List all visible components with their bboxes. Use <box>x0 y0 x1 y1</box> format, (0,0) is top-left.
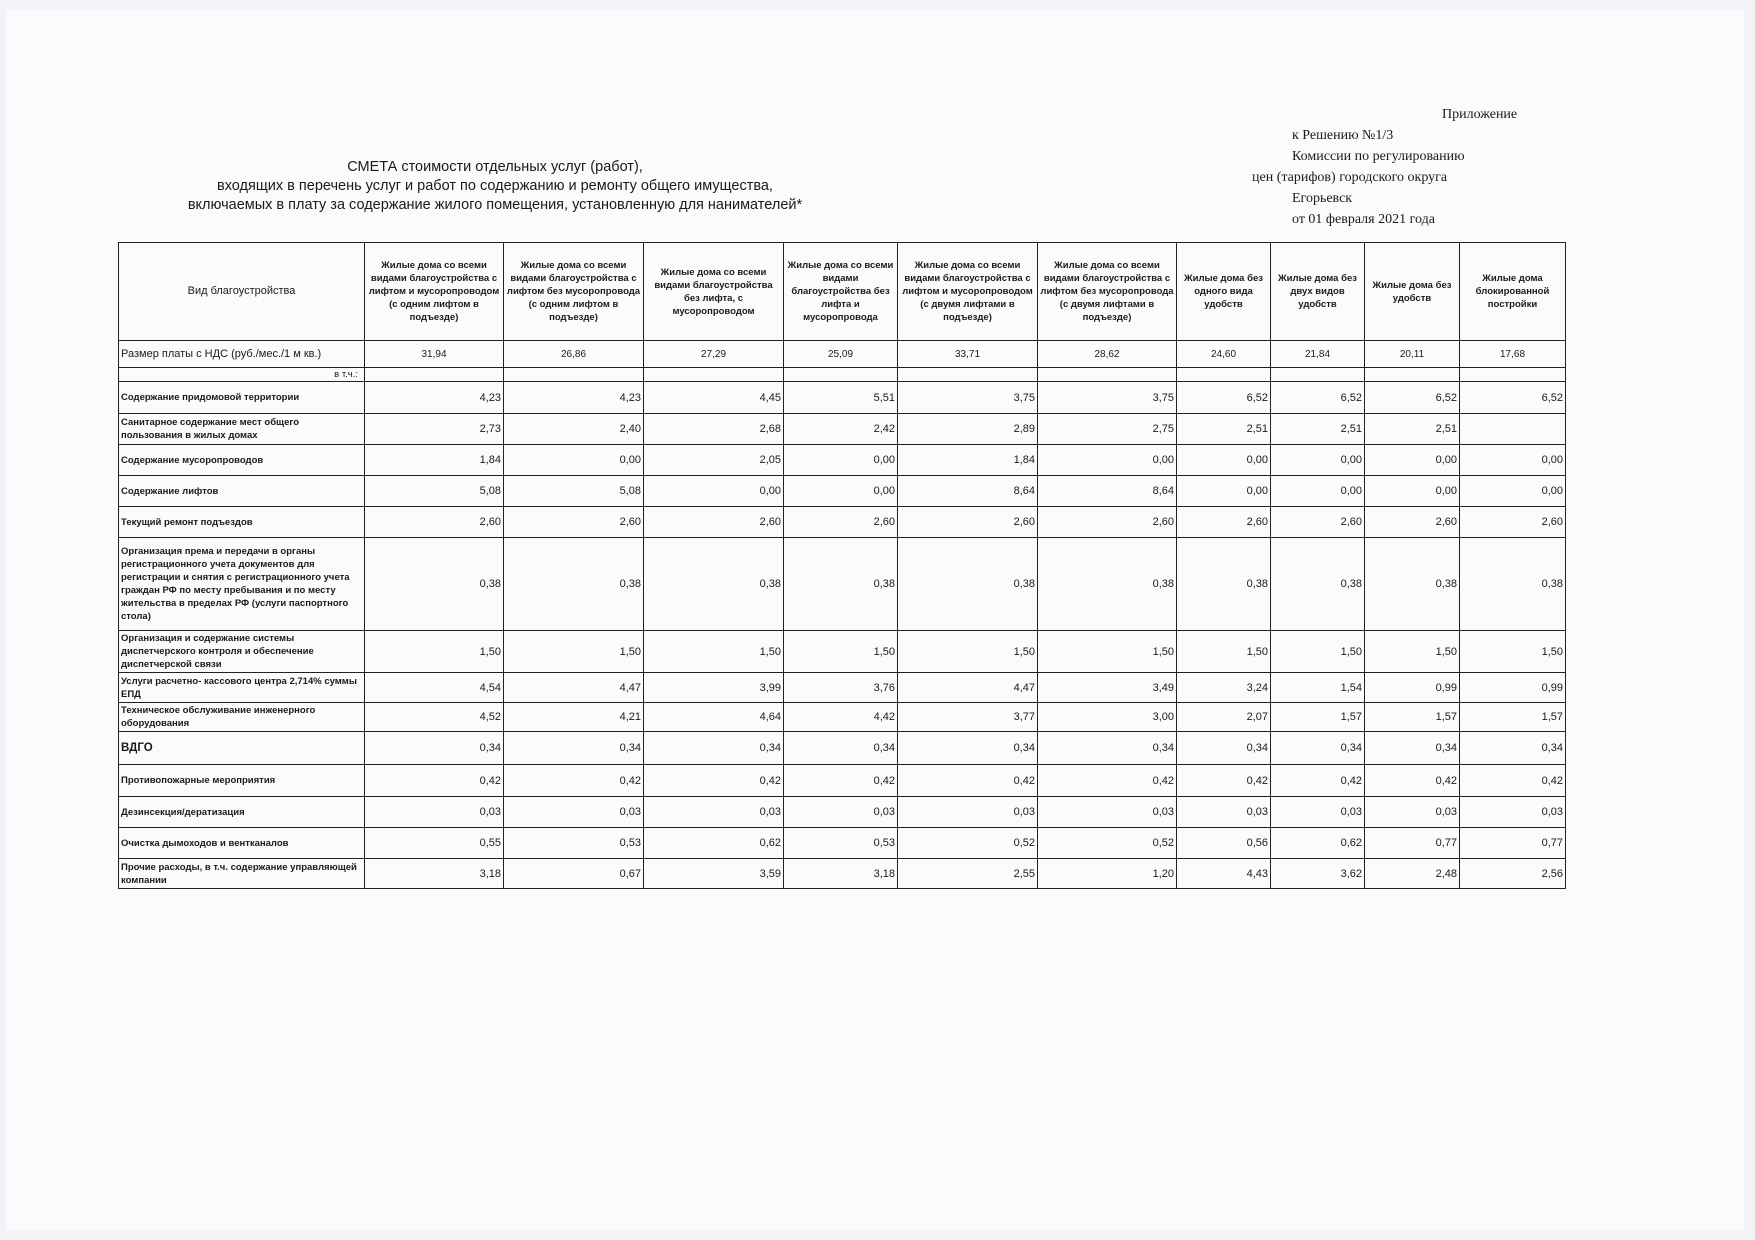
document-title <box>170 158 820 215</box>
value-cell: 5,08 <box>365 476 504 507</box>
column-header: Жилые дома без двух видов удобств <box>1271 243 1365 341</box>
row-label: Содержание лифтов <box>119 476 365 507</box>
value-cell: 28,62 <box>1038 341 1177 368</box>
value-cell: 0,00 <box>1177 476 1271 507</box>
value-cell: 0,00 <box>784 476 898 507</box>
value-cell: 4,54 <box>365 673 504 703</box>
value-cell: 20,11 <box>1365 341 1460 368</box>
value-cell: 1,50 <box>784 631 898 673</box>
empty-cell <box>644 368 784 382</box>
header-row <box>119 243 1566 341</box>
value-cell: 0,00 <box>1460 476 1566 507</box>
empty-cell <box>898 368 1038 382</box>
value-cell: 0,42 <box>1365 765 1460 797</box>
column-header: Жилые дома со всеми видами благоустройства с лифтом и мусоропроводом (с одним лифтом в подъезде) <box>365 243 504 341</box>
value-cell: 0,67 <box>504 859 644 889</box>
value-cell: 0,52 <box>1038 828 1177 859</box>
value-cell: 2,68 <box>644 414 784 445</box>
fee-size-row <box>119 341 1566 368</box>
table-body <box>119 341 1566 889</box>
row-label: Прочие расходы, в т.ч. содержание управляющей компании <box>119 859 365 889</box>
value-cell: 0,00 <box>784 445 898 476</box>
value-cell: 0,34 <box>1460 732 1566 765</box>
empty-cell <box>1271 368 1365 382</box>
value-cell: 2,60 <box>1271 507 1365 538</box>
value-cell: 6,52 <box>1460 382 1566 414</box>
empty-cell <box>504 368 644 382</box>
value-cell: 4,21 <box>504 703 644 732</box>
value-cell: 17,68 <box>1460 341 1566 368</box>
value-cell: 21,84 <box>1271 341 1365 368</box>
table-row <box>119 765 1566 797</box>
value-cell: 0,00 <box>1038 445 1177 476</box>
row-label: Техническое обслуживание инженерного оборудования <box>119 703 365 732</box>
value-cell: 26,86 <box>504 341 644 368</box>
value-cell: 5,51 <box>784 382 898 414</box>
value-cell: 0,62 <box>1271 828 1365 859</box>
value-cell: 8,64 <box>1038 476 1177 507</box>
value-cell: 1,50 <box>1271 631 1365 673</box>
value-cell: 4,45 <box>644 382 784 414</box>
value-cell: 1,57 <box>1271 703 1365 732</box>
value-cell: 3,75 <box>1038 382 1177 414</box>
including-row <box>119 368 1566 382</box>
value-cell: 2,51 <box>1177 414 1271 445</box>
value-cell: 6,52 <box>1177 382 1271 414</box>
value-cell: 0,00 <box>1365 445 1460 476</box>
value-cell: 3,59 <box>644 859 784 889</box>
value-cell: 0,99 <box>1365 673 1460 703</box>
value-cell: 0,34 <box>1177 732 1271 765</box>
value-cell: 0,42 <box>1038 765 1177 797</box>
table-row <box>119 732 1566 765</box>
value-cell: 2,75 <box>1038 414 1177 445</box>
column-header: Жилые дома блокированной постройки <box>1460 243 1566 341</box>
column-header: Жилые дома со всеми видами благоустройства без лифта, с мусоропроводом <box>644 243 784 341</box>
value-cell: 0,03 <box>898 797 1038 828</box>
value-cell: 1,50 <box>1177 631 1271 673</box>
value-cell: 0,38 <box>784 538 898 631</box>
appendix-line: к Решению №1/3 <box>1292 128 1394 143</box>
value-cell: 0,34 <box>365 732 504 765</box>
row-label: Очистка дымоходов и вентканалов <box>119 828 365 859</box>
value-cell: 0,52 <box>898 828 1038 859</box>
value-cell: 4,64 <box>644 703 784 732</box>
value-cell: 0,34 <box>784 732 898 765</box>
value-cell: 3,18 <box>365 859 504 889</box>
row-label: Текущий ремонт подъездов <box>119 507 365 538</box>
value-cell: 0,56 <box>1177 828 1271 859</box>
empty-cell <box>1177 368 1271 382</box>
value-cell: 1,57 <box>1460 703 1566 732</box>
value-cell: 3,00 <box>1038 703 1177 732</box>
value-cell: 0,38 <box>1460 538 1566 631</box>
value-cell: 2,51 <box>1365 414 1460 445</box>
value-cell: 2,73 <box>365 414 504 445</box>
value-cell: 3,99 <box>644 673 784 703</box>
value-cell: 3,49 <box>1038 673 1177 703</box>
value-cell: 1,50 <box>1460 631 1566 673</box>
value-cell: 0,42 <box>1177 765 1271 797</box>
value-cell: 0,53 <box>784 828 898 859</box>
value-cell: 2,07 <box>1177 703 1271 732</box>
appendix-line: от 01 февраля 2021 года <box>1292 212 1435 227</box>
column-header: Жилые дома без удобств <box>1365 243 1460 341</box>
empty-cell <box>1365 368 1460 382</box>
value-cell: 1,50 <box>1365 631 1460 673</box>
value-cell: 1,57 <box>1365 703 1460 732</box>
value-cell: 2,60 <box>898 507 1038 538</box>
value-cell: 0,00 <box>1365 476 1460 507</box>
value-cell: 4,23 <box>365 382 504 414</box>
value-cell: 0,38 <box>1038 538 1177 631</box>
value-cell: 4,23 <box>504 382 644 414</box>
value-cell: 0,42 <box>504 765 644 797</box>
value-cell: 27,29 <box>644 341 784 368</box>
empty-cell <box>1460 368 1566 382</box>
value-cell: 1,50 <box>365 631 504 673</box>
value-cell: 0,34 <box>644 732 784 765</box>
value-cell: 1,50 <box>504 631 644 673</box>
value-cell: 0,34 <box>1038 732 1177 765</box>
value-cell: 0,42 <box>1460 765 1566 797</box>
value-cell: 0,77 <box>1365 828 1460 859</box>
value-cell: 0,55 <box>365 828 504 859</box>
value-cell: 0,34 <box>1365 732 1460 765</box>
value-cell: 0,38 <box>1365 538 1460 631</box>
value-cell: 2,55 <box>898 859 1038 889</box>
value-cell: 0,00 <box>1177 445 1271 476</box>
value-cell: 0,34 <box>1271 732 1365 765</box>
value-cell: 2,56 <box>1460 859 1566 889</box>
column-header-type: Вид благоустройства <box>119 243 365 341</box>
value-cell: 0,38 <box>365 538 504 631</box>
value-cell: 8,64 <box>898 476 1038 507</box>
column-header: Жилые дома без одного вида удобств <box>1177 243 1271 341</box>
value-cell: 4,47 <box>504 673 644 703</box>
value-cell: 0,38 <box>644 538 784 631</box>
value-cell: 0,99 <box>1460 673 1566 703</box>
value-cell: 0,38 <box>1271 538 1365 631</box>
row-label: Организация и содержание системы диспетчерского контроля и обеспечение диспетчерской связи <box>119 631 365 673</box>
value-cell: 0,03 <box>1038 797 1177 828</box>
row-label: Дезинсекция/дератизация <box>119 797 365 828</box>
value-cell: 2,60 <box>784 507 898 538</box>
value-cell: 0,03 <box>365 797 504 828</box>
column-header: Жилые дома со всеми видами благоустройства с лифтом без мусоропровода (с двумя лифтами в подъезде) <box>1038 243 1177 341</box>
value-cell: 4,47 <box>898 673 1038 703</box>
row-label: Услуги расчетно- кассового центра 2,714% суммы ЕПД <box>119 673 365 703</box>
value-cell: 2,60 <box>504 507 644 538</box>
title-line: СМЕТА стоимости отдельных услуг (работ), <box>347 159 643 175</box>
value-cell: 4,42 <box>784 703 898 732</box>
value-cell: 2,60 <box>365 507 504 538</box>
column-header: Жилые дома со всеми видами благоустройства без лифта и мусоропровода <box>784 243 898 341</box>
row-label: Противопожарные мероприятия <box>119 765 365 797</box>
value-cell: 0,03 <box>504 797 644 828</box>
value-cell: 1,50 <box>644 631 784 673</box>
table-row <box>119 703 1566 732</box>
value-cell: 2,60 <box>1038 507 1177 538</box>
table-row <box>119 828 1566 859</box>
value-cell: 3,76 <box>784 673 898 703</box>
value-cell: 3,77 <box>898 703 1038 732</box>
table-row <box>119 414 1566 445</box>
value-cell: 0,00 <box>504 445 644 476</box>
appendix-line: Комиссии по регулированию <box>1292 149 1465 164</box>
table-row <box>119 631 1566 673</box>
value-cell: 0,34 <box>504 732 644 765</box>
table-row <box>119 382 1566 414</box>
value-cell: 0,42 <box>365 765 504 797</box>
value-cell: 0,42 <box>1271 765 1365 797</box>
value-cell: 1,54 <box>1271 673 1365 703</box>
value-cell: 1,50 <box>1038 631 1177 673</box>
value-cell: 2,40 <box>504 414 644 445</box>
row-label: Санитарное содержание мест общего пользования в жилых домах <box>119 414 365 445</box>
appendix-line: Егорьевск <box>1292 191 1353 206</box>
value-cell: 3,62 <box>1271 859 1365 889</box>
value-cell: 2,48 <box>1365 859 1460 889</box>
value-cell: 0,03 <box>644 797 784 828</box>
value-cell: 24,60 <box>1177 341 1271 368</box>
title-line: включаемых в плату за содержание жилого помещения, установленную для нанимателей* <box>187 197 803 213</box>
value-cell: 0,77 <box>1460 828 1566 859</box>
table-row <box>119 859 1566 889</box>
value-cell: 0,03 <box>1365 797 1460 828</box>
value-cell: 5,08 <box>504 476 644 507</box>
table-row <box>119 476 1566 507</box>
row-label: ВДГО <box>119 732 365 765</box>
appendix-line: Приложение <box>1442 107 1518 122</box>
empty-cell <box>784 368 898 382</box>
value-cell: 0,53 <box>504 828 644 859</box>
value-cell: 0,03 <box>784 797 898 828</box>
value-cell: 3,24 <box>1177 673 1271 703</box>
column-header: Жилые дома со всеми видами благоустройства с лифтом без мусоропровода (с одним лифтом в подъезде) <box>504 243 644 341</box>
value-cell: 4,43 <box>1177 859 1271 889</box>
value-cell <box>1460 414 1566 445</box>
value-cell: 2,42 <box>784 414 898 445</box>
value-cell: 0,03 <box>1177 797 1271 828</box>
column-header: Жилые дома со всеми видами благоустройства с лифтом и мусоропроводом (с двумя лифтами в подъезде) <box>898 243 1038 341</box>
value-cell: 1,50 <box>898 631 1038 673</box>
value-cell: 0,42 <box>784 765 898 797</box>
value-cell: 33,71 <box>898 341 1038 368</box>
row-label: Содержание мусоропроводов <box>119 445 365 476</box>
value-cell: 0,42 <box>644 765 784 797</box>
value-cell: 2,60 <box>1365 507 1460 538</box>
table-row <box>119 797 1566 828</box>
title-line: входящих в перечень услуг и работ по содержанию и ремонту общего имущества, <box>217 178 773 194</box>
value-cell: 25,09 <box>784 341 898 368</box>
value-cell: 0,38 <box>898 538 1038 631</box>
value-cell: 3,18 <box>784 859 898 889</box>
value-cell: 0,00 <box>1271 445 1365 476</box>
value-cell: 0,03 <box>1460 797 1566 828</box>
appendix-line: цен (тарифов) городского округа <box>1252 170 1448 185</box>
empty-cell <box>1038 368 1177 382</box>
value-cell: 0,38 <box>504 538 644 631</box>
value-cell: 3,75 <box>898 382 1038 414</box>
empty-cell <box>365 368 504 382</box>
value-cell: 6,52 <box>1365 382 1460 414</box>
appendix-block <box>1252 104 1552 230</box>
value-cell: 1,84 <box>365 445 504 476</box>
value-cell: 2,60 <box>1177 507 1271 538</box>
including-label: в т.ч.: <box>119 368 365 382</box>
value-cell: 6,52 <box>1271 382 1365 414</box>
row-label: Размер платы с НДС (руб./мес./1 м кв.) <box>119 341 365 368</box>
value-cell: 0,03 <box>1271 797 1365 828</box>
row-label: Организация према и передачи в органы регистрационного учета документов для регистрации и снятия с регистрационного учета граждан РФ по месту пребывания и по месту жительства в пределах РФ (услуги паспортного стола) <box>119 538 365 631</box>
value-cell: 0,42 <box>898 765 1038 797</box>
table-row <box>119 445 1566 476</box>
value-cell: 0,00 <box>1460 445 1566 476</box>
value-cell: 0,00 <box>644 476 784 507</box>
table-row <box>119 673 1566 703</box>
value-cell: 4,52 <box>365 703 504 732</box>
value-cell: 2,51 <box>1271 414 1365 445</box>
table-row <box>119 538 1566 631</box>
value-cell: 0,62 <box>644 828 784 859</box>
value-cell: 0,38 <box>1177 538 1271 631</box>
value-cell: 0,00 <box>1271 476 1365 507</box>
value-cell: 2,60 <box>1460 507 1566 538</box>
value-cell: 1,84 <box>898 445 1038 476</box>
value-cell: 2,89 <box>898 414 1038 445</box>
cost-estimate-table <box>118 242 1566 889</box>
table-row <box>119 507 1566 538</box>
value-cell: 2,05 <box>644 445 784 476</box>
value-cell: 2,60 <box>644 507 784 538</box>
value-cell: 31,94 <box>365 341 504 368</box>
value-cell: 1,20 <box>1038 859 1177 889</box>
row-label: Содержание придомовой территории <box>119 382 365 414</box>
value-cell: 0,34 <box>898 732 1038 765</box>
